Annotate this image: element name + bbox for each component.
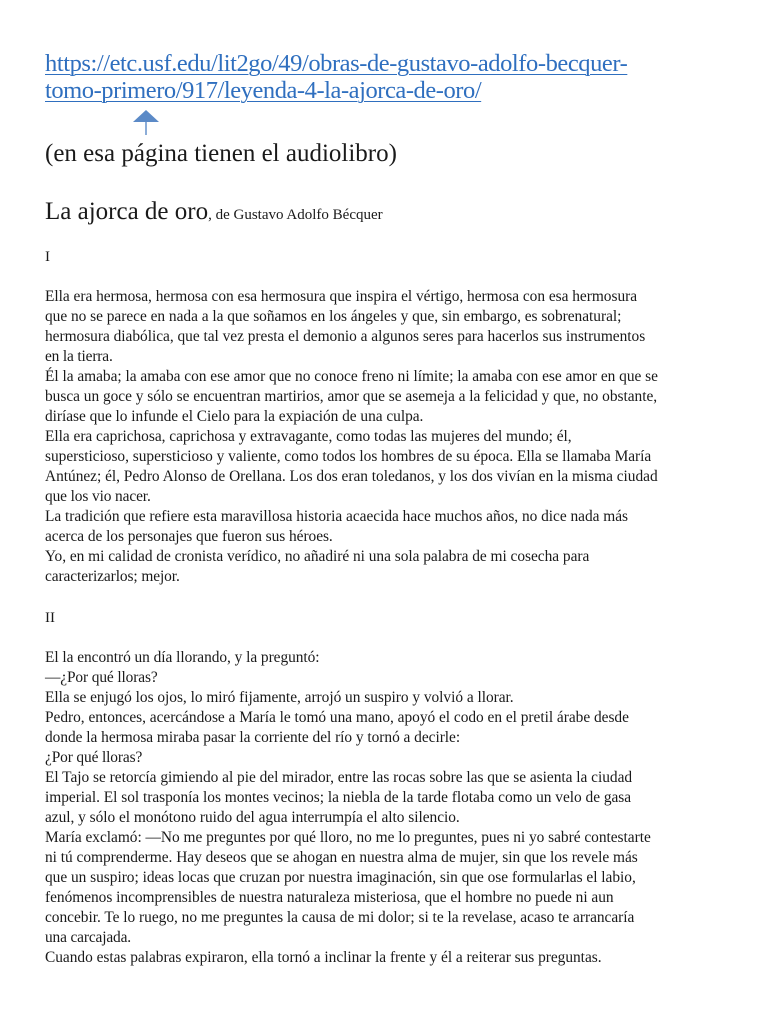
story-title <box>45 197 383 227</box>
paragraph-line: donde la hermosa miraba pasar la corriente del río y tornó a decirle: <box>45 729 461 746</box>
paragraph-line: que no se parece en nada a la que soñamos en los ángeles y que, sin embargo, es sobrenatural; <box>45 308 622 325</box>
paragraph <box>45 828 735 948</box>
title-author: , de Gustavo Adolfo Bécquer <box>208 207 383 223</box>
section-1-body <box>45 287 735 587</box>
paragraph <box>45 688 735 708</box>
paragraph <box>45 948 735 968</box>
audiobook-note: (en esa página tienen el audiolibro) <box>45 140 397 167</box>
paragraph-line: Pedro, entonces, acercándose a María le tomó una mano, apoyó el codo en el pretil árabe desde <box>45 709 629 726</box>
paragraph-line: concebir. Te lo ruego, no me preguntes la causa de mi dolor; si te la revelase, acaso te arrancaría <box>45 909 635 926</box>
paragraph-line: caracterizarlos; mejor. <box>45 568 180 585</box>
paragraph-line: una carcajada. <box>45 929 132 946</box>
paragraph-line: fenómenos incomprensibles de nuestra naturaleza misteriosa, que el hombre no puede ni aun <box>45 889 614 906</box>
paragraph-line: Ella era hermosa, hermosa con esa hermosura que inspira el vértigo, hermosa con esa hermosura <box>45 288 638 305</box>
paragraph-line: El la encontró un día llorando, y la preguntó: <box>45 649 320 666</box>
paragraph-line: Ella se enjugó los ojos, lo miró fijamente, arrojó un suspiro y volvió a llorar. <box>45 689 514 706</box>
section-numeral-2: II <box>45 610 55 626</box>
title-text: La ajorca de oro <box>45 198 209 225</box>
paragraph-line: en la tierra. <box>45 348 113 365</box>
paragraph <box>45 708 735 748</box>
paragraph-line: hermosura diabólica, que tal vez presta el demonio a algunos seres para hacerlos sus instrumentos <box>45 328 646 345</box>
paragraph-line: supersticioso, supersticioso y valiente, como todos los hombres de su época. Ella se llamaba María <box>45 448 652 465</box>
paragraph-line: Cuando estas palabras expiraron, ella tornó a inclinar la frente y él a reiterar sus preguntas. <box>45 949 602 966</box>
paragraph <box>45 367 735 427</box>
paragraph <box>45 648 735 668</box>
paragraph-line: busca un goce y sólo se encuentran martirios, amor que se asemeja a la felicidad y que, no obstante, <box>45 388 658 405</box>
section-numeral-1: I <box>45 249 50 265</box>
paragraph-line: Él la amaba; la amaba con ese amor que no conoce freno ni límite; la amaba con ese amor en que se <box>45 368 658 385</box>
paragraph <box>45 748 735 768</box>
link-line-2[interactable]: tomo-primero/917/leyenda-4-la-ajorca-de-oro/ <box>45 77 482 104</box>
paragraph <box>45 507 735 547</box>
up-arrow-icon <box>131 108 161 136</box>
link-line-1[interactable]: https://etc.usf.edu/lit2go/49/obras-de-gustavo-adolfo-becquer- <box>45 50 628 77</box>
paragraph-line: ¿Por qué lloras? <box>45 749 143 766</box>
paragraph-line: Antúnez; él, Pedro Alonso de Orellana. Los dos eran toledanos, y los dos vivían en la misma ciudad <box>45 468 658 485</box>
paragraph-line: ni tú comprenderme. Hay deseos que se ahogan en nuestra alma de mujer, sin que los revele más <box>45 849 638 866</box>
paragraph <box>45 768 735 828</box>
paragraph <box>45 547 735 587</box>
paragraph <box>45 427 735 507</box>
paragraph <box>45 668 735 688</box>
paragraph-line: María exclamó: —No me preguntes por qué lloro, no me lo preguntes, pues ni yo sabré contestarte <box>45 829 651 846</box>
paragraph-line: El Tajo se retorcía gimiendo al pie del mirador, entre las rocas sobre las que se asienta la ciudad <box>45 769 633 786</box>
paragraph-line: Ella era caprichosa, caprichosa y extravagante, como todas las mujeres del mundo; él, <box>45 428 572 445</box>
section-2-body <box>45 648 735 968</box>
paragraph-line: —¿Por qué lloras? <box>45 669 158 686</box>
audiobook-link[interactable] <box>45 50 735 104</box>
paragraph <box>45 287 735 367</box>
paragraph-line: Yo, en mi calidad de cronista verídico, no añadiré ni una sola palabra de mi cosecha para <box>45 548 590 565</box>
paragraph-line: diríase que lo infunde el Cielo para la expiación de una culpa. <box>45 408 424 425</box>
paragraph-line: acerca de los personajes que fueron sus héroes. <box>45 528 333 545</box>
paragraph-line: imperial. El sol trasponía los montes vecinos; la niebla de la tarde flotaba como un velo de gasa <box>45 789 632 806</box>
paragraph-line: azul, y sólo el monótono ruido del agua interrumpía el alto silencio. <box>45 809 460 826</box>
paragraph-line: La tradición que refiere esta maravillosa historia acaecida hace muchos años, no dice nada más <box>45 508 629 525</box>
paragraph-line: que los vio nacer. <box>45 488 151 505</box>
paragraph-line: que un suspiro; ideas locas que cruzan por nuestra imaginación, sin que ose formularlas el labio, <box>45 869 636 886</box>
